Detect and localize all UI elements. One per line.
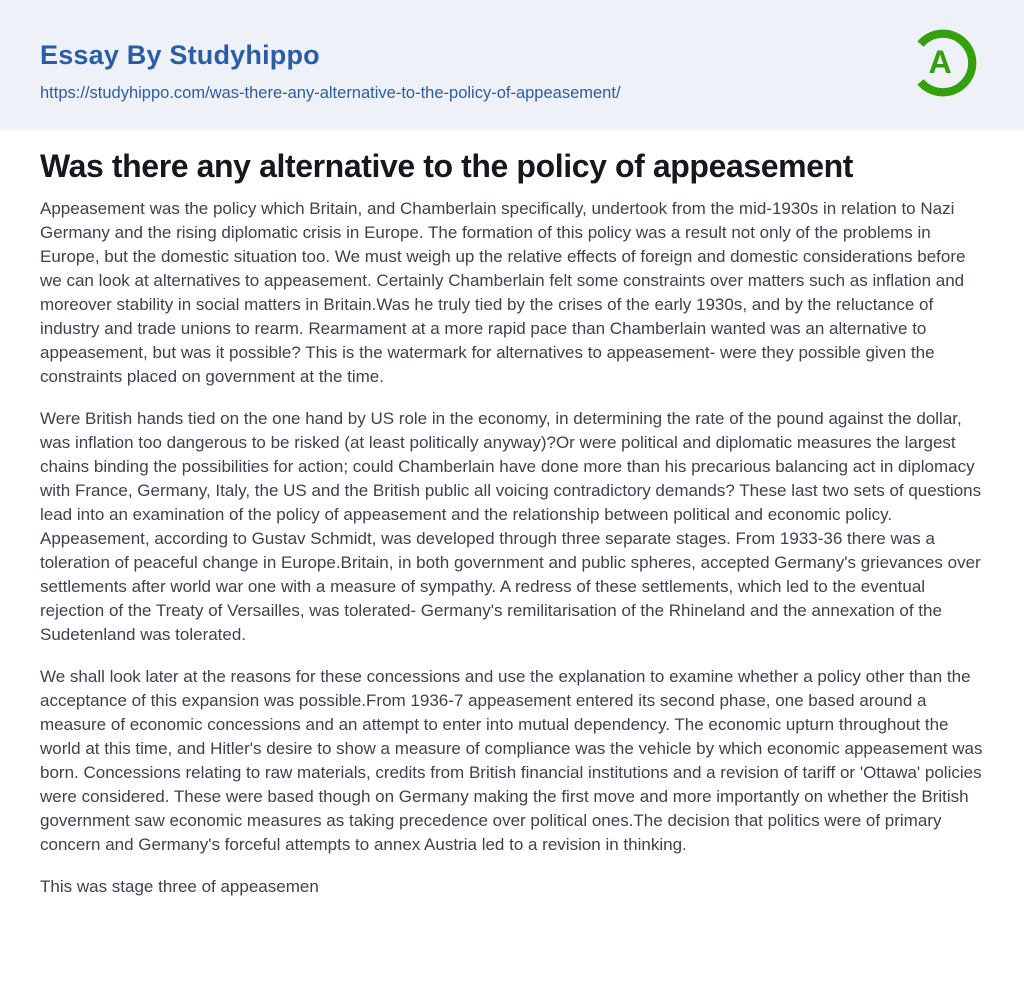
essay-title: Was there any alternative to the policy of appeasement [40,148,854,184]
essay-paragraph-4: This was stage three of appeasemen [40,877,319,896]
page-header [0,0,1024,130]
essay-paragraph-3: We shall look later at the reasons for these concessions and use the explanation to examine whether a policy other than the acceptance of this expansion was possible.From 1936-7 appeasement entered its second phase, one based around a measure of economic concessions and an attempt to enter into mutual dependency. The economic upturn throughout the world at this time, and Hitler's desire to show a measure of compliance was the vehicle by which economic appeasement was born. Concessions relating to raw materials, credits from British financial institutions and a revision of tariff or 'Ottawa' policies were considered. These were based though on Germany making the first move and more importantly on whether the British government saw economic measures as taking precedence over political ones.The decision that politics were of primary concern and Germany's forceful attempts to annex Austria led to a revision in thinking. [40,667,983,854]
brand-title: Essay By Studyhippo [40,40,320,70]
logo-letter: A [928,43,952,80]
essay-paragraph-1: Appeasement was the policy which Britain, and Chamberlain specifically, undertook from the mid-1930s in relation to Nazi Germany and the rising diplomatic crisis in Europe. The formation of this policy was a result not only of the problems in Europe, but the domestic situation too. We must weigh up the relative effects of foreign and domestic considerations before we can look at alternatives to appeasement. Certainly Chamberlain felt some constraints over matters such as inflation and moreover stability in social matters in Britain.Was he truly tied by the crises of the early 1930s, and by the reluctance of industry and trade unions to rearm. Rearmament at a more rapid pace than Chamberlain wanted was an alternative to appeasement, but was it possible? This is the watermark for alternatives to appeasement- were they possible given the constraints placed on government at the time. [40,199,966,386]
source-url-link[interactable]: https://studyhippo.com/was-there-any-alternative-to-the-policy-of-appeasement/ [40,84,621,102]
essay-paragraph-2: Were British hands tied on the one hand by US role in the economy, in determining the rate of the pound against the dollar, was inflation too dangerous to be risked (at least politically anyway)?Or were political and diplomatic measures the largest chains binding the possibilities for action; could Chamberlain have done more than his precarious balancing act in diplomacy with France, Germany, Italy, the US and the British public all voicing contradictory demands? These last two sets of questions lead into an examination of the policy of appeasement and the relationship between political and economic policy. Appeasement, according to Gustav Schmidt, was developed through three separate stages. From 1933-36 there was a toleration of peaceful change in Europe.Britain, in both government and public spheres, accepted Germany's grievances over settlements after world war one with a measure of sympathy. A redress of these settlements, which led to the eventual rejection of the Treaty of Versailles, was tolerated- Germany's remilitarisation of the Rhineland and the annexation of the Sudetenland was tolerated. [40,409,982,644]
essay-content [0,149,1024,899]
studyhippo-logo-icon [904,24,982,102]
